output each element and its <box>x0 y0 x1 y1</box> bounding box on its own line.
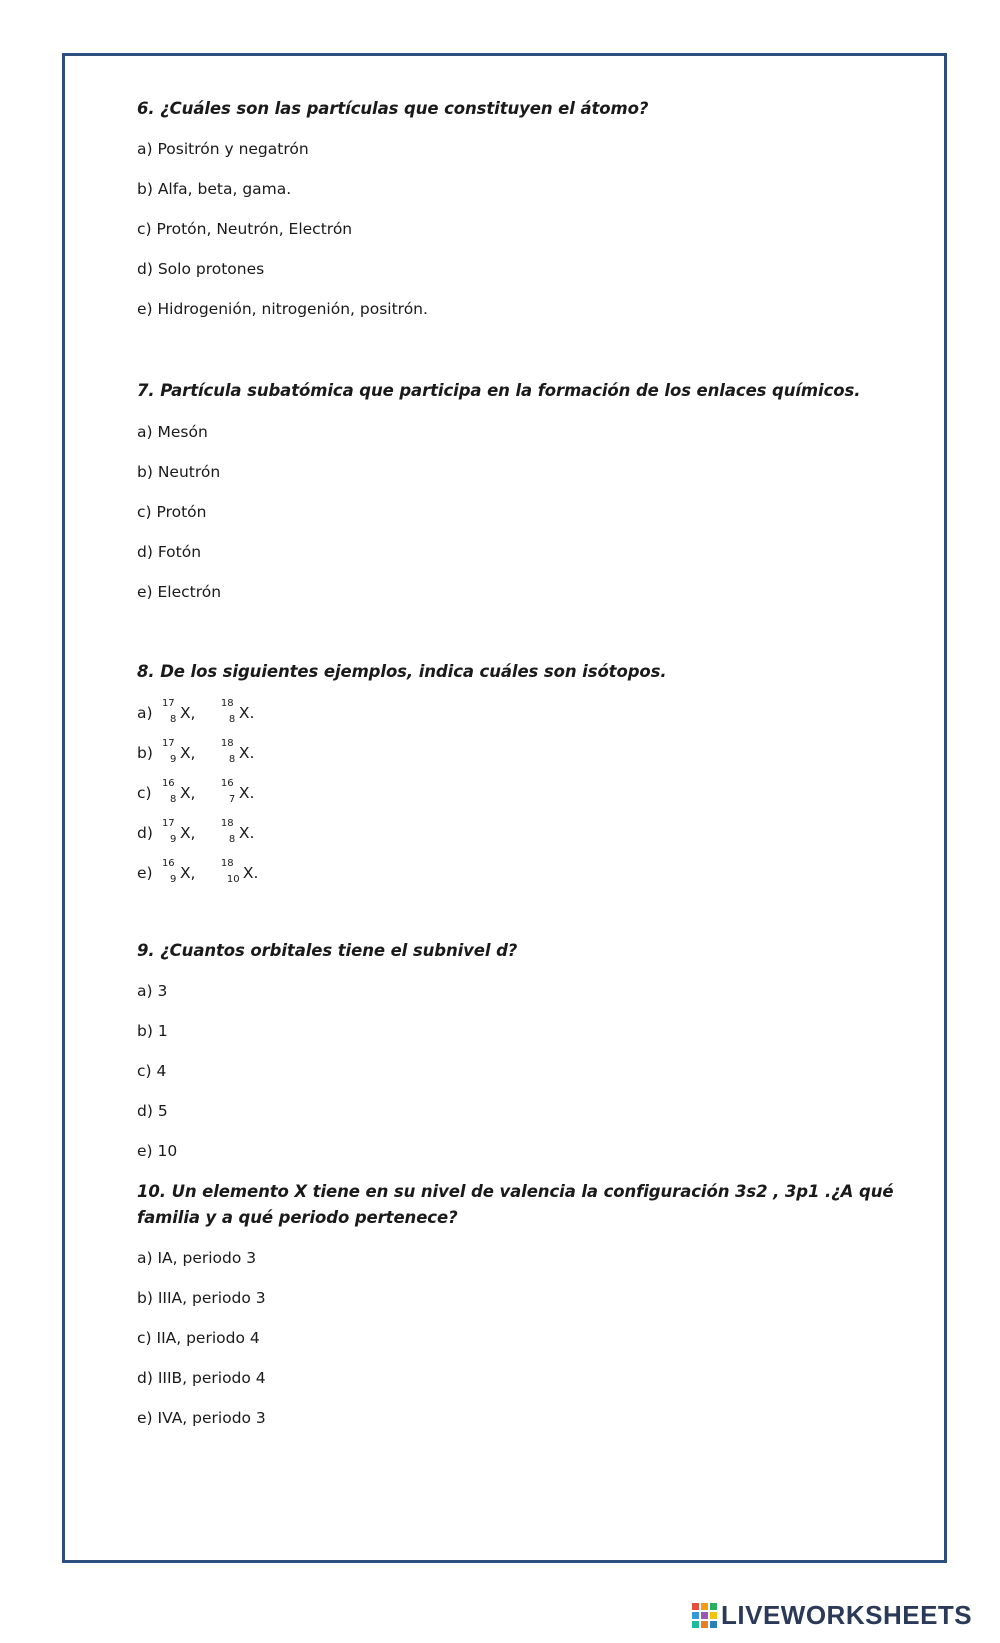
q9-option-a: a) 3 <box>137 982 168 1000</box>
q6-option-e: e) Hidrogenión, nitrogenión, positrón. <box>137 300 428 318</box>
q7-option-b: b) Neutrón <box>137 463 221 481</box>
q6-option-b: b) Alfa, beta, gama. <box>137 180 292 198</box>
option-label: d) <box>137 823 153 842</box>
q9-option-b: b) 1 <box>137 1022 168 1040</box>
q6-option-d: d) Solo protones <box>137 260 265 278</box>
q7-option-c: c) Protón <box>137 503 207 521</box>
nuclide-1: 16 8 X, <box>161 778 196 805</box>
nuclide-1: 17 9 X, <box>161 818 196 845</box>
logo-grid-icon <box>692 1603 717 1628</box>
question-9: 9. ¿Cuantos orbitales tiene el subnivel d? <box>137 941 518 960</box>
nuclide-1: 16 9 X, <box>161 858 196 885</box>
nuclide-2: 18 10 X. <box>220 858 259 885</box>
q9-option-e: e) 10 <box>137 1142 178 1160</box>
option-label: a) <box>137 703 153 722</box>
nuclide-2: 18 8 X. <box>220 698 255 725</box>
q6-option-a: a) Positrón y negatrón <box>137 140 309 158</box>
option-label: c) <box>137 783 152 802</box>
logo-text: LIVEWORKSHEETS <box>721 1599 973 1630</box>
liveworksheets-logo <box>692 1600 972 1630</box>
question-10-line-2: familia y a qué periodo pertenece? <box>137 1208 458 1227</box>
q10-option-c: c) IIA, periodo 4 <box>137 1329 260 1347</box>
q8-option-c <box>137 778 275 805</box>
question-6: 6. ¿Cuáles son las partículas que constituyen el átomo? <box>137 99 649 118</box>
q7-option-e: e) Electrón <box>137 583 222 601</box>
option-label: e) <box>137 863 153 882</box>
q8-option-d <box>137 818 275 845</box>
q10-option-d: d) IIIB, periodo 4 <box>137 1369 266 1387</box>
nuclide-1: 17 8 X, <box>161 698 196 725</box>
q7-option-d: d) Fotón <box>137 543 202 561</box>
q8-option-b <box>137 738 275 765</box>
question-10-line-1: 10. Un elemento X tiene en su nivel de valencia la configuración 3s2 , 3p1 .¿A qué <box>137 1182 894 1201</box>
question-8: 8. De los siguientes ejemplos, indica cuáles son isótopos. <box>137 662 667 681</box>
q9-option-d: d) 5 <box>137 1102 168 1120</box>
q8-option-a <box>137 698 275 725</box>
q10-option-b: b) IIIA, periodo 3 <box>137 1289 266 1307</box>
q10-option-e: e) IVA, periodo 3 <box>137 1409 266 1427</box>
nuclide-2: 16 7 X. <box>220 778 255 805</box>
q9-option-c: c) 4 <box>137 1062 167 1080</box>
nuclide-2: 18 8 X. <box>220 818 255 845</box>
option-label: b) <box>137 743 153 762</box>
nuclide-2: 18 8 X. <box>220 738 255 765</box>
q7-option-a: a) Mesón <box>137 423 208 441</box>
q10-option-a: a) IA, periodo 3 <box>137 1249 257 1267</box>
question-7: 7. Partícula subatómica que participa en la formación de los enlaces químicos. <box>137 381 861 400</box>
nuclide-1: 17 9 X, <box>161 738 196 765</box>
q6-option-c: c) Protón, Neutrón, Electrón <box>137 220 353 238</box>
q8-option-e <box>137 858 275 885</box>
